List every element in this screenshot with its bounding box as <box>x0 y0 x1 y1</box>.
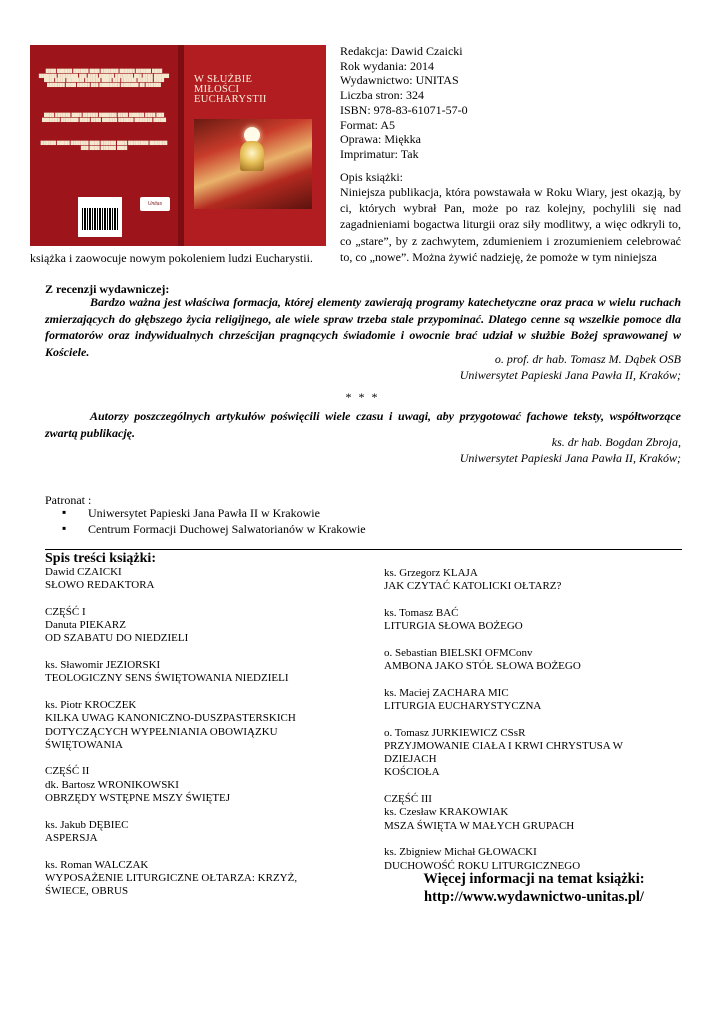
toc-line: LITURGIA SŁOWA BOŻEGO <box>384 620 523 633</box>
toc-entry <box>45 819 335 846</box>
toc-entry <box>384 846 684 873</box>
toc-line: OD SZABATU DO NIEDZIELI <box>45 632 189 645</box>
meta-publisher: Wydawnictwo: UNITAS <box>340 73 459 88</box>
toc-line: Dawid CZAICKI <box>45 566 122 578</box>
toc-line: o. Sebastian BIELSKI OFMConv <box>384 646 533 659</box>
toc-line: Danuta PIEKARZ <box>45 619 126 632</box>
toc-entry <box>45 606 335 646</box>
description-body: Niniejsza publikacja, która powstawała w Roku Wiary, jest okazją, by ci, których wybrał Pan, może po raz kolejny, pochylili się nad zagadnieniami bogactwa liturgii oraz siły modlitwy, a więc odkryli to, co „stare”, by z zachwytem, zdumieniem i zrozumieniem celebrować to, co „nowe”. Można żywić nadzieję, że pomoże w tym niniejsza <box>340 185 681 264</box>
list-item: ▪ Centrum Formacji Duchowej Salwatorianów w Krakowie <box>62 522 366 538</box>
toc-line: dk. Bartosz WRONIKOWSKI <box>45 778 179 791</box>
toc-entry <box>45 699 335 752</box>
toc-line: KOŚCIOŁA <box>384 766 440 779</box>
barcode-icon <box>82 208 118 230</box>
toc-line: LITURGIA EUCHARYSTYCZNA <box>384 699 542 712</box>
toc-line: KILKA UWAG KANONICZNO-DUSZPASTERSKICH <box>45 712 296 725</box>
cover-title-line: EUCHARYSTII <box>194 94 267 105</box>
cover-back-blurb-1: ████ ██████ ██████ ████ ███████ ██████ ██████ ████ ███████ ████████ ███ ████ ██████ ███████ ███ ████ ██████ ████ ████ ███████ ██████ ████ ███ ██████ ██████ ████ ███████ ████ █████ ███ ████████ ███████ ██ ██████ <box>38 69 170 87</box>
toc-entry <box>45 859 335 899</box>
toc-line: TEOLOGICZNY SENS ŚWIĘTOWANIA NIEDZIELI <box>45 672 289 685</box>
description-heading: Opis książki: <box>340 170 403 184</box>
toc-line: DOTYCZĄCYCH WYPEŁNIANIA OBOWIĄZKU <box>45 725 278 738</box>
toc-line: ks. Grzegorz KLAJA <box>384 567 478 579</box>
cover-front <box>184 45 326 246</box>
toc-entry <box>384 567 684 594</box>
cover-back-blurb-2: ████ ██████ ████ ██████ ███████ ████ ██████ ████ ███ ███████ ███████ ████ ████ ██████ ██████ ███████ █████ <box>41 113 167 122</box>
toc-line: ks. Roman WALCZAK <box>45 858 149 871</box>
reviews-heading: Z recenzji wydawniczej: <box>45 282 170 296</box>
meta-binding: Oprawa: Miękka <box>340 132 421 147</box>
divider <box>45 549 682 550</box>
meta-year: Rok wydania: 2014 <box>340 58 434 73</box>
toc-heading: Spis treści książki: <box>45 551 156 566</box>
meta-format: Format: A5 <box>340 117 396 132</box>
review-author: ks. dr hab. Bogdan Zbroja, <box>551 435 681 449</box>
toc-line: ASPERSJA <box>45 831 98 844</box>
cover-title-line: W SŁUŻBIE <box>194 74 253 85</box>
cover-title <box>194 75 319 105</box>
review-affiliation: Uniwersytet Papieski Jana Pawła II, Kraków; <box>459 451 681 465</box>
toc-entry <box>384 727 684 780</box>
toc-line: ks. Piotr KROCZEK <box>45 698 137 711</box>
review-affiliation: Uniwersytet Papieski Jana Pawła II, Kraków; <box>459 368 681 382</box>
toc-line: DUCHOWOŚĆ ROKU LITURGICZNEGO <box>384 859 581 872</box>
toc-entry <box>384 647 684 674</box>
toc-entry <box>384 687 684 714</box>
toc-left-column <box>45 566 335 912</box>
cover-back <box>30 45 178 246</box>
description-tail: książka i zaowocuje nowym pokoleniem ludzi Eucharystii. <box>30 251 313 265</box>
patronage-label: Patronat : <box>45 493 92 507</box>
cover-title-line: MIŁOŚCI <box>194 84 240 95</box>
toc-line: WYPOSAŻENIE LITURGICZNE OŁTARZA: KRZYŻ, <box>45 871 298 884</box>
meta-isbn: ISBN: 978-83-61071-57-0 <box>340 102 468 117</box>
toc-line: SŁOWO REDAKTORA <box>45 579 155 592</box>
publisher-logo: Unitas <box>140 197 170 211</box>
toc-right-column <box>384 567 684 886</box>
toc-line: ks. Sławomir JEZIORSKI <box>45 659 161 672</box>
toc-line: ks. Jakub DĘBIEC <box>45 818 129 831</box>
more-info-label: Więcej informacji na temat książki: <box>423 871 645 887</box>
review-quote-2: Autorzy poszczególnych artykułów poświęcili wiele czasu i uwagi, aby przygotować fachowe teksty, współtworzące zwartą publikację. <box>45 409 681 440</box>
review-signature-1 <box>360 351 681 383</box>
toc-line: CZĘŚĆ III <box>384 793 432 806</box>
review-quote-1: Bardzo ważna jest właściwa formacja, której elementy zawierają programy katechetyczne oraz praca w wielu ruchach zmierzających do głębszego życia religijnego, ale wiele spraw trzeba stale przypominać. Dlatego cenne są wszelkie pomoce dla formatorów oraz indywidualnych chrześcijan pragnących świadomie i owocnie brać udział w służbie Bożej sprawowanej w Kościele. <box>45 295 681 359</box>
toc-entry <box>384 607 684 634</box>
toc-line: ks. Maciej ZACHARA MIC <box>384 686 509 699</box>
toc-line: OBRZĘDY WSTĘPNE MSZY ŚWIĘTEJ <box>45 792 231 805</box>
toc-entry <box>384 793 684 833</box>
toc-line: MSZA ŚWIĘTA W MAŁYCH GRUPACH <box>384 819 575 832</box>
review-signature-2 <box>360 434 681 466</box>
list-item: ▪ Uniwersytet Papieski Jana Pawła II w Krakowie <box>62 506 366 522</box>
meta-pages: Liczba stron: 324 <box>340 88 424 103</box>
toc-line: CZĘŚĆ I <box>45 605 86 618</box>
toc-line: ŚWIECE, OBRUS <box>45 885 129 898</box>
toc-entry <box>45 566 335 593</box>
cover-back-blurb-3: ██████ █████ ███████ ████ ██████ ████ ████████ ███████ ███ ████ ██████ ████ <box>40 141 168 150</box>
meta-imprimatur: Imprimatur: Tak <box>340 146 419 161</box>
book-metadata <box>340 44 690 162</box>
chalice-icon <box>240 141 264 171</box>
more-info <box>384 871 684 906</box>
toc-line: JAK CZYTAĆ KATOLICKI OŁTARZ? <box>384 580 562 593</box>
toc-line: CZĘŚĆ II <box>45 765 90 778</box>
toc-line: DZIEJACH <box>384 753 437 766</box>
toc-line: ks. Zbigniew Michał GŁOWACKI <box>384 846 537 859</box>
toc-line: o. Tomasz JURKIEWICZ CSsR <box>384 726 526 739</box>
toc-line: ks. Czesław KRAKOWIAK <box>384 806 509 819</box>
toc-line: AMBONA JAKO STÓŁ SŁOWA BOŻEGO <box>384 660 581 673</box>
meta-editor: Redakcja: Dawid Czaicki <box>340 44 463 58</box>
toc-line: PRZYJMOWANIE CIAŁA I KRWI CHRYSTUSA W <box>384 739 624 752</box>
toc-line: ŚWIĘTOWANIA <box>45 738 124 751</box>
patronage-list <box>62 506 366 537</box>
website-link[interactable]: http://www.wydawnictwo-unitas.pl/ <box>424 888 644 905</box>
cover-photo <box>194 119 312 209</box>
book-cover-image <box>30 45 326 246</box>
separator-stars: * * * <box>345 390 380 404</box>
toc-line: ks. Tomasz BAĆ <box>384 606 459 619</box>
toc-entry <box>45 659 335 686</box>
toc-entry <box>45 765 335 805</box>
review-author: o. prof. dr hab. Tomasz M. Dąbek OSB <box>494 352 681 366</box>
